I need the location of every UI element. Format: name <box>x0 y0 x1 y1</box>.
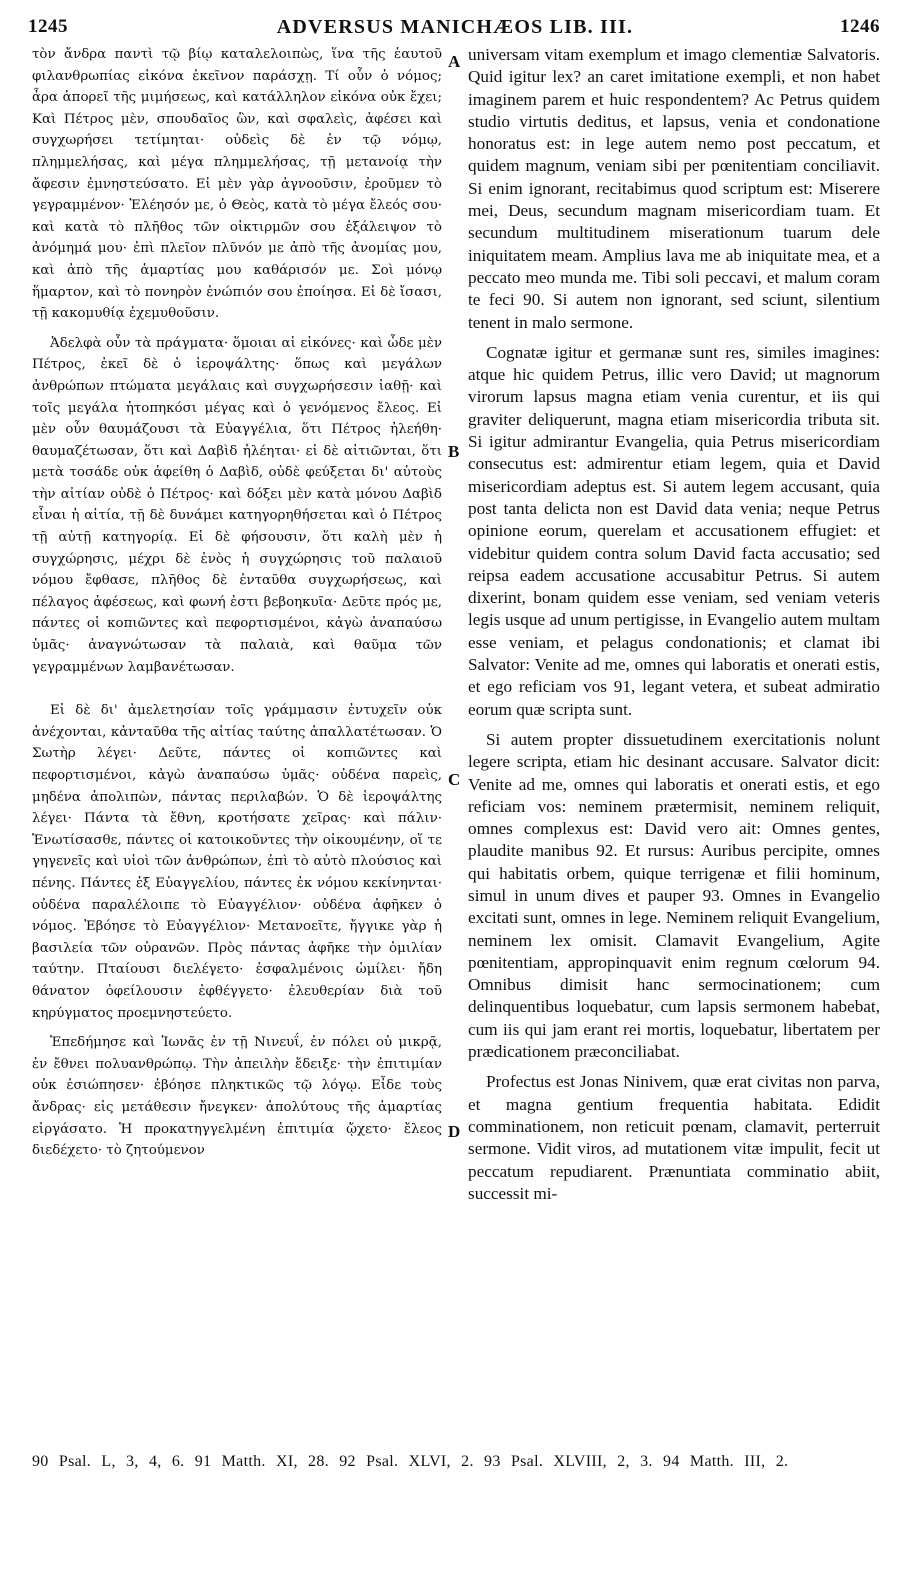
greek-paragraph: Ἐπεδήμησε καὶ Ἰωνᾶς ἐν τῇ Νινευΐ, ἐν πόλει οὐ μικρᾷ, ἐν ἔθνει πολυανθρώπῳ. Τὴν ἀπειλὴν ἔδειξε· τὴν ἐπιτιμίαν οὐκ ἐσιώπησεν· ἐβόησε πληκτικῶς τῷ λόγῳ. Εἶδε τοὺς ἄνδρας· εἰς μετάθεσιν ἤνεγκεν· ἀπολύτους τῆς ἁμαρτίας εἰργάσατο. Ἡ προκατηγγελμένη ἐπιτιμία ᾤχετο· ἔλεος διεδέχετο· τὸ ζητούμενον <box>32 1035 442 1159</box>
margin-letter-b: B <box>448 442 460 461</box>
footnotes: 90 Psal. L, 3, 4, 6. 91 Matth. XI, 28. 92 Psal. XLVI, 2. 93 Psal. XLVIII, 2, 3. 94 Matth. III, 2. <box>32 1453 789 1470</box>
margin-letter-d: D <box>448 1122 461 1141</box>
margin-letter-a: A <box>448 52 461 71</box>
latin-paragraph: Si autem propter dissuetudinem exercitationis nolunt legere scripta, etiam hic desinant accusare. Salvator dicit: Venite ad me, omnes qui laboratis et onerati estis, et ego reficiam vos: neminem prætermisit, neminem reliquit, omnes complexus est: David vero ait: Omnes gentes, plaudite manibus 92. Et rursus: Auribus percipite, omnes qui habitatis orbem, quique terrigenæ et filii hominum, simul in unum dives et pauper 93. Omnes in Evangelio excitati sunt, omnes in lege. Neminem reliquit Evangelium, neminem lex omisit. Clamavit Evangelium, Agite pœnitentiam, appropinquavit enim regnum cœlorum 94. Omnibus dimisit hanc sermocinationem; cum delinquentibus loquebatur, cum lapsis sermonem habebat, cum iis qui jam erant rei mortis, loquebatur, libertatem per prædicationem præconciliabat. <box>468 729 880 1062</box>
greek-column <box>32 44 442 1434</box>
page-number-left: 1245 <box>28 16 68 37</box>
page-header <box>0 10 910 40</box>
latin-paragraph: universam vitam exemplum et imago clementiæ Salvatoris. Quid igitur lex? an caret imitatione exempli, et non habet imaginem parem et huic respondentem? Ac Petrus quidem studio virtutis deditus, et lapsus, venia et condonatione honoratus est: in lege autem nemo post peccatum, et quidem magnum, veniam sibi per pœnitentiam conciliavit. Si enim ignorant, recitabimus quod scriptum est: Miserere mei, Deus, secundum magnam misericordiam tuam. Et secundum multitudinem miserationum tuarum dele iniquitatem meam. Amplius lava me ab iniquitate mea, et a peccato meo munda me. Tibi soli peccavi, et malum coram te feci 90. Si autem non ignorant, sed sciunt, silentium tenent in malo sermone. <box>468 45 880 332</box>
greek-paragraph: Εἰ δὲ δι' ἀμελετησίαν τοῖς γράμμασιν ἐντυχεῖν οὐκ ἀνέχονται, κἀνταῦθα τῆς αἰτίας ταύτης ἀπαλλατέτωσαν. Ὁ Σωτὴρ λέγει· Δεῦτε, πάντες οἱ κοπιῶντες καὶ πεφορτισμένοι, κἀγὼ ἀναπαύσω ὑμᾶς· οὐδένα παρεὶς, μηδένα ἀπολιπὼν, πάντας περιλαβών. Ὁ δὲ ἱεροψάλτης λέγει· Πάντα τὰ ἔθνη, κροτήσατε χεῖρας· καὶ πάλιν· Ἐνωτίσασθε, πάντες οἱ κατοικοῦντες τὴν οἰκουμένην, οἵ τε γηγενεῖς καὶ υἱοὶ τῶν ἀνθρώπων, ἐπὶ τὸ αὐτὸ πλούσιος καὶ πένης. Πάντες ἐξ Εὐαγγελίου, πάντες ἐκ νόμου κεκίνηνται· οὐδένα παραλέλοιπε τὸ Εὐαγγέλιον· οὐδένα ἀφῆκεν ὁ νόμος. Ἐβόησε τὸ Εὐαγγέλιον· Μετανοεῖτε, ἤγγικε γὰρ ἡ βασιλεία τῶν οὐρανῶν. Πρὸς πάντας ἀφῆκε τὴν ὁμιλίαν ταύτην. Πταίουσι διελέγετο· ἐσφαλμένοις ὡμίλει· ἤδη θάνατον ὀφείλουσιν ἐφθέγγετο· ἐλευθερίαν διὰ τοῦ κηρύγματος προεμνηστεύετο. <box>32 703 442 1021</box>
latin-paragraph: Profectus est Jonas Ninivem, quæ erat civitas non parva, et magna gentium frequentia habitata. Edidit comminationem, non reticuit pœnam, clamavit, perterruit sermone. Vidit viros, ad mutationem vitæ impulit, fecit ut peccatum repudiarent. Prænuntiata comminatio abiit, successit mi- <box>468 1072 880 1203</box>
latin-paragraph: Cognatæ igitur et germanæ sunt res, similes imagines: atque hic quidem Petrus, illic vero David; ut magnorum virorum lapsus magna etiam venia curentur, et iis qui graviter deliquerunt, magna etiam misericordia tributa sit. Si igitur admirantur Evangelia, quia Petrus misericordiam consecutus est: admirentur etiam legem, quia et David misericordiam adeptus est. Si autem legem accusant, quia post tanta delicta non est David data venia; neque Petrus opinione eorum, querelam et accusationem effugiet: et videbitur quidem contra solum David facta accusatio; sed reipsa eadem accusatione accusabitur Petrus. Si autem dixerint, bonam quidem esse veniam, sed veniam veteris legis usque ad unum pertigisse, in Evangelio autem multam esse veniam, et pelagus condonationis; et clamat ibi Salvator: Venite ad me, omnes qui laboratis et onerati estis, et ego reficiam vos 91, legant vetera, et subeat admiratio eorum quæ scripta sunt. <box>468 342 880 719</box>
greek-paragraph: τὸν ἄνδρα παντὶ τῷ βίῳ καταλελοιπὼς, ἵνα τῆς ἑαυτοῦ φιλανθρωπίας εἰκόνα ἐκεῖνον παράσχῃ. Τί οὖν ὁ νόμος; ἆρα ἀπορεῖ τῆς μιμήσεως, καὶ κατάλληλον εἰκόνα οὐκ ἔχει; Καὶ Πέτρος μὲν, σπουδαῖος ὢν, καὶ σφαλεὶς, ἀφέσει καὶ συγχωρήσει τετίμηται· οὐδεὶς δὲ ἐν τῷ νόμῳ, πλημμελήσας, καὶ μέγα πλημμελήσας, τῇ μετανοίᾳ τὴν ἄφεσιν ἐμνηστεύσατο. Εἰ μὲν γὰρ ἀγνοοῦσιν, ἐροῦμεν τὸ γεγραμμένον· Ἐλέησόν με, ὁ Θεὸς, κατὰ τὸ μέγα ἔλεός σου· καὶ κατὰ τὸ πλῆθος τῶν οἰκτιρμῶν σου ἐξάλειψον τὸ ἀνόμημά μου· ἐπὶ πλεῖον πλῦνόν με ἀπὸ τῆς ἀνομίας μου, καὶ ἀπὸ τῆς ἁμαρτίας μου καθάρισόν με. Σοὶ μόνῳ ἥμαρτον, καὶ τὸ πονηρὸν ἐνώπιόν σου ἐποίησα. Εἰ δὲ ἴσασι, τῇ κακομυθίᾳ ἐχεμυθοῦσιν. <box>32 47 442 322</box>
latin-column <box>468 44 880 1434</box>
page-number-right: 1246 <box>840 16 880 37</box>
margin-letter-c: C <box>448 770 461 789</box>
running-title: ADVERSUS MANICHÆOS LIB. III. <box>276 16 634 38</box>
greek-paragraph: Ἀδελφὰ οὖν τὰ πράγματα· ὅμοιαι αἱ εἰκόνες· καὶ ὧδε μὲν Πέτρος, ἐκεῖ δὲ ὁ ἱεροψάλτης· ὅπως καὶ μεγάλων ἀνθρώπων πτώματα μεγάλαις καὶ συγχωρήσεσιν ἰαθῇ· καὶ τοῖς μεγάλα ἡτοπηκόσι μέγας καὶ ὁ γενόμενος ἔλεος. Εἰ μὲν οὖν θαυμάζουσι τὰ Εὐαγγέλια, ὅτι Πέτρος ἠλεήθη· θαυμαζέτωσαν, ὅτι καὶ Δαβὶδ ἠλέηται· εἰ δὲ αἰτιῶνται, ὅτι μετὰ τοσάδε οὐκ ἀφείθη ὁ Δαβὶδ, οὐδὲ φεύξεται δι' αὐτοὺς τὴν αἰτίαν οὐδὲ ὁ Πέτρος· καὶ δόξει μὲν κατὰ μόνου Δαβὶδ εἶναι ἡ αἰτία, τῇ δὲ δυνάμει κατηγορηθήσεται καὶ ὁ Πέτρος τῇ αὐτῇ κατηγορίᾳ. Εἰ δὲ φήσουσιν, ὅτι καλὴ μὲν ἡ συγχώρησις, μέχρι δὲ ἑνὸς ἡ συγχώρησις τοῦ παλαιοῦ νόμου ἔφθασε, πλῆθος δὲ ἐνταῦθα συγχωρήσεως, καὶ πέλαγος ἀφέσεως, καὶ φωνή ἐστι βεβοηκυῖα· Δεῦτε πρός με, πάντες οἱ κοπιῶντες καὶ πεφορτισμένοι, κἀγὼ ἀναπαύσω ὑμᾶς· ἀναγνώτωσαν τὰ παλαιὰ, καὶ θαῦμα τῶν γεγραμμένων λαμβανέτωσαν. <box>32 335 442 675</box>
